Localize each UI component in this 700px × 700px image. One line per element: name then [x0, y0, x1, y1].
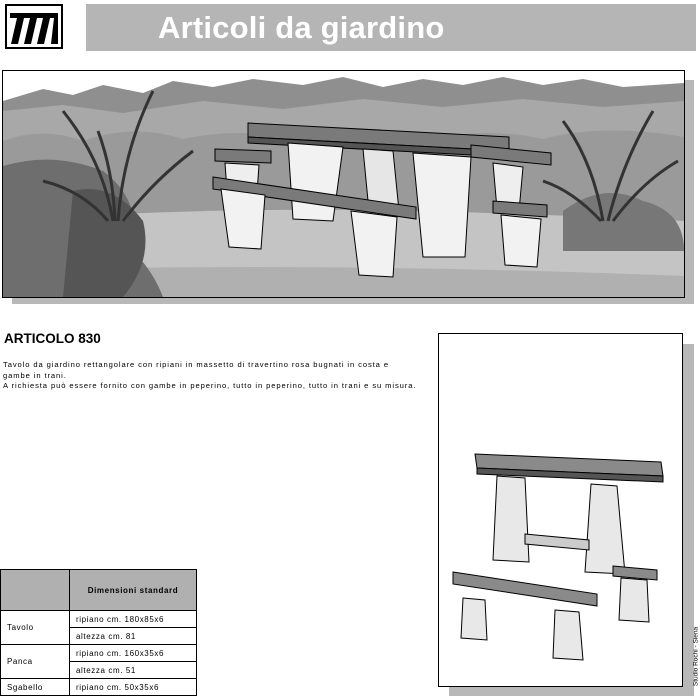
garden-scene-illustration	[2, 70, 685, 298]
dimension-value: altezza cm. 51	[70, 662, 197, 679]
table-header: Dimensioni standard	[70, 570, 197, 611]
page-title: Articoli da giardino	[158, 10, 445, 45]
dimension-value: ripiano cm. 50x35x6	[70, 679, 197, 696]
description-line: gambe in trani.	[3, 370, 67, 380]
studio-credit	[691, 622, 700, 694]
dimension-value: altezza cm. 81	[70, 628, 197, 645]
article-code: ARTICOLO 830	[4, 331, 101, 346]
row-label-panca: Panca	[1, 645, 70, 679]
company-logo	[5, 4, 63, 49]
description-line: Tavolo da giardino rettangolare con ripiani in massetto di travertino rosa bugnati in costa e	[3, 360, 389, 369]
dimension-value: ripiano cm. 180x85x6	[70, 611, 197, 628]
product-photo	[438, 333, 683, 687]
credit-text: Studio Rochi - Siena	[692, 626, 700, 687]
dimensions-table	[0, 569, 197, 696]
dimension-value: ripiano cm. 160x35x6	[70, 645, 197, 662]
article-description	[3, 360, 433, 392]
description-line: A richiesta può essere fornito con gambe in peperino, tutto in peperino, tutto in trani e su misura.	[3, 381, 417, 390]
row-label-sgabello: Sgabello	[1, 679, 70, 696]
row-label-tavolo: Tavolo	[1, 611, 70, 645]
table-corner	[1, 570, 70, 611]
